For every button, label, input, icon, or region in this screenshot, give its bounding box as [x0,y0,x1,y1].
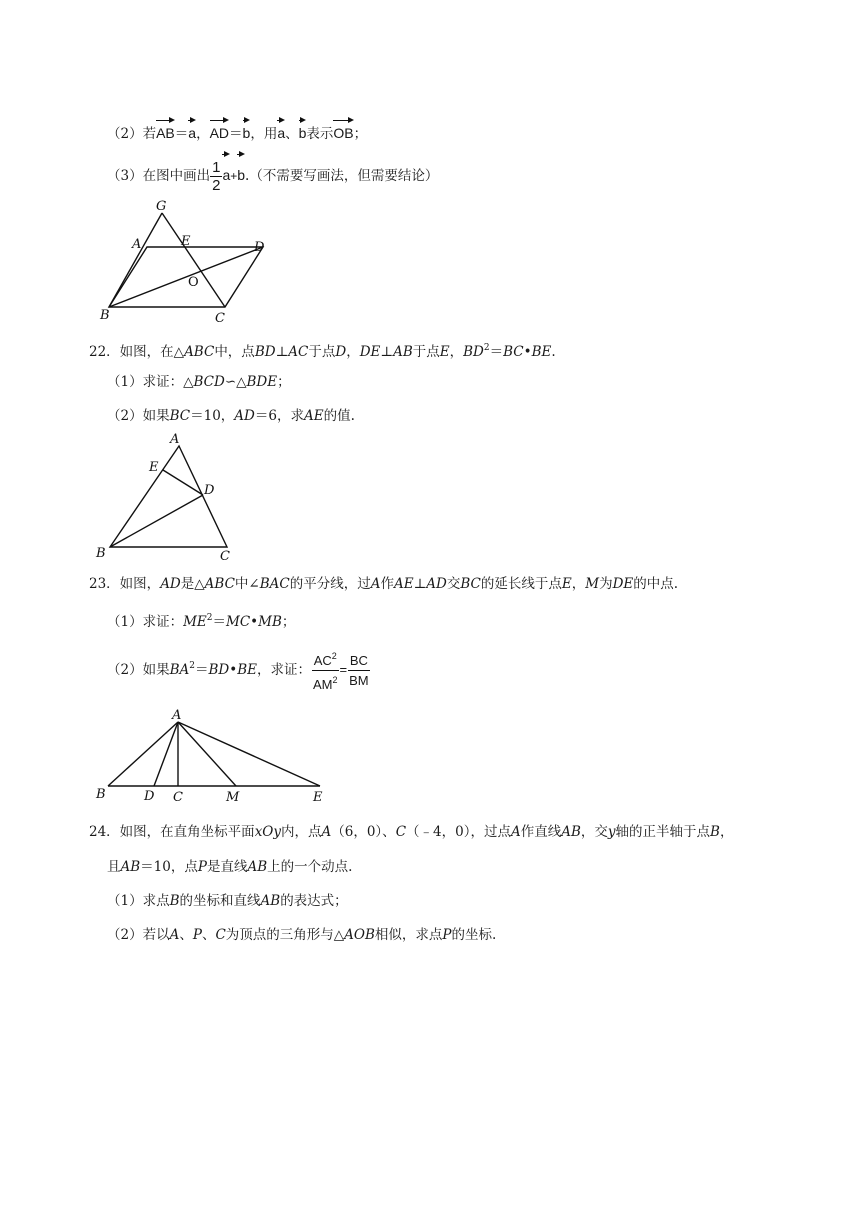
text: .（不需要写画法，但需要结论） [245,168,439,184]
math-var: BC [503,344,524,360]
text: • [250,614,259,630]
q22-stem [89,338,556,362]
text: ， [719,824,734,840]
vector-b: b [299,117,307,143]
text: ； [277,374,291,390]
text: 作直线 [520,824,562,840]
math-var: B [169,893,180,909]
q24-part1 [107,891,348,911]
text: 在图中画出 [142,168,211,184]
fraction-numerator: BC [348,651,370,671]
math-var: A [169,927,180,943]
math-var: P [192,927,202,943]
q21-part2 [107,117,367,144]
q22-part1 [107,372,291,392]
text: 上的一个动点. [267,859,353,875]
math-var: BD [254,344,276,360]
text: 是△ [180,576,205,592]
label-C: C [173,790,183,805]
label-E: E [149,460,159,475]
math-var: DE [359,344,381,360]
fraction-bc-over-bm [347,651,371,690]
vector-a: a [277,117,285,143]
math-var: MC [226,614,251,630]
text: 的平分线，过 [289,576,371,592]
q24-stem-line2 [107,857,352,877]
text: • [523,344,532,360]
text: 表示 [306,126,334,142]
superscript: 2 [332,675,338,685]
text: ， [196,126,210,142]
math-var: BD [208,662,230,678]
label-D: D [204,483,215,498]
text: ∽△ [224,374,247,390]
superscript: 2 [483,343,490,353]
label-M: M [226,790,240,805]
vector-b: b [237,151,245,193]
text: 、 [201,927,216,943]
text: 的延长线于点 [480,576,562,592]
superscript: 2 [206,613,213,623]
fraction-denominator: 2 [212,177,221,194]
text: 相似，求点 [374,927,443,943]
vector-OB: OB [333,117,353,143]
text: （6，0）、 [331,824,396,840]
math-var: AB [260,893,281,909]
text: 23．如图， [89,576,161,592]
text: 求点 [142,893,170,909]
part-number: （3） [107,168,143,184]
q24-stem-line1 [89,822,733,842]
segment-GC [162,213,225,307]
text: 于点 [412,344,440,360]
label-E: E [313,790,323,805]
math-var: BAC [259,576,290,592]
math-var: BC [460,576,481,592]
math-var: BCD [193,374,225,390]
segment-AB [108,722,178,786]
math-var: AM [313,677,333,692]
math-var: D [335,344,347,360]
math-var: BD [463,344,484,360]
q24-part2 [107,925,496,945]
segment-GB [109,213,162,307]
math-var: M [585,576,600,592]
math-var: ME [183,614,207,630]
part-number: （1） [107,614,143,630]
text: ， [449,344,464,360]
text: ， [571,576,586,592]
text: 求证：△ [142,374,194,390]
text: 轴的正半轴于点 [615,824,711,840]
math-var: C [215,927,226,943]
text: 交 [446,576,461,592]
vector-b: b [243,117,251,143]
math-var: BDE [246,374,278,390]
math-var: A [370,576,381,592]
label-A: A [132,237,142,252]
segment-BD [110,495,203,547]
math-var: AB [120,859,141,875]
part-number: （2） [107,927,143,943]
part-number: （2） [107,662,143,678]
superscript: 2 [331,651,337,661]
text: ，用 [250,126,278,142]
text: ； [281,614,296,630]
text: ＝ [229,126,243,142]
math-var: AC [313,653,332,668]
text: 、 [179,927,193,943]
math-var: BE [237,662,257,678]
text: 的中点. [633,576,679,592]
text: 24．如图，在直角坐标平面 [89,824,255,840]
math-var: y [607,824,616,840]
math-var: DE [612,576,634,592]
math-var: C [395,824,407,840]
q22-figure [92,428,242,563]
math-var: P [197,859,207,875]
equals-sign: = [339,662,348,677]
text: 是直线 [206,859,248,875]
label-B: B [96,546,106,561]
text: 的坐标和直线 [179,893,261,909]
label-C: C [215,311,225,326]
text: ； [353,126,368,142]
vector-AB: AB [156,117,175,143]
text: （﹣4，0），过点 [406,824,511,840]
text: ， [346,344,360,360]
math-var: AD [160,576,181,592]
label-O: O [188,275,199,290]
text: ，交 [580,824,608,840]
text: ⊥ [380,344,394,360]
fraction-one-half [210,159,222,194]
math-var: MB [258,614,282,630]
text: ＝ [195,662,209,678]
label-G: G [156,199,167,214]
math-var: xOy [254,824,281,840]
fraction-ac2-over-am2 [311,647,340,694]
text: ⊥ [413,576,427,592]
text: ，求证： [257,662,311,678]
segment-AD [154,722,178,786]
math-var: AB [561,824,581,840]
vector-a: a [188,117,196,143]
fraction-numerator [312,647,339,671]
text: ＝6，求 [254,408,304,424]
text: 的值. [323,408,355,424]
text: 如果 [142,662,170,678]
segment-AM [178,722,236,786]
text: 若以 [142,927,170,943]
text: 22．如图，在△ [89,344,185,360]
text: 求证： [142,614,184,630]
q21-figure [95,195,275,330]
q21-part3 [107,151,438,194]
math-var: E [561,576,572,592]
part-number: （1） [107,893,143,909]
label-C: C [220,549,230,563]
math-var: ABC [204,576,235,592]
vector-AD: AD [210,117,229,143]
math-var: AE [303,408,324,424]
text: 于点 [308,344,336,360]
text: ＝ [489,344,504,360]
text: 作 [380,576,394,592]
text: 的坐标. [451,927,497,943]
text: 内，点 [281,824,322,840]
text: ＝ [212,614,227,630]
math-var: AB [247,859,268,875]
text: 且 [107,859,121,875]
math-var: BE [531,344,552,360]
diagonal-BD [109,247,263,307]
q22-part2 [107,406,355,426]
text: 为顶点的三角形与△ [225,927,345,943]
vector-a: a [222,151,230,193]
math-var: BA [169,662,190,678]
text: 若 [142,126,157,142]
math-var: AD [234,408,255,424]
label-A: A [172,708,182,723]
text: . [551,344,556,360]
plus-sign: + [230,169,238,183]
text: ＝10， [190,408,235,424]
text: 中∠ [234,576,260,592]
math-var: B [710,824,720,840]
math-var: AC [288,344,309,360]
text: • [229,662,238,678]
label-B: B [100,308,110,323]
text: 的表达式； [280,893,348,909]
math-var: A [510,824,521,840]
fraction-numerator: 1 [212,159,221,176]
segment-AE [178,722,320,786]
label-E: E [181,234,191,249]
label-A: A [170,432,180,447]
fraction-denominator: BM [349,673,369,688]
part-number: （1） [107,374,143,390]
fraction-denominator [311,671,340,694]
math-var: ABC [184,344,215,360]
superscript: 2 [189,661,195,671]
text: ＝10，点 [140,859,198,875]
math-var: AOB [344,927,375,943]
math-var: E [439,344,450,360]
math-var: AE [393,576,414,592]
q23-part1 [107,608,295,632]
part-number: （2） [107,408,143,424]
math-var: AD [426,576,447,592]
text: 如果 [142,408,170,424]
math-var: AB [393,344,413,360]
label-D: D [254,240,265,255]
label-D: D [144,789,155,804]
text: 为 [599,576,613,592]
text: ⊥ [275,344,289,360]
math-var: P [442,927,452,943]
text: 中，点 [214,344,255,360]
q23-stem [89,574,678,594]
q23-part2 [107,645,371,694]
text: 、 [285,126,299,142]
q23-figure [90,702,340,807]
label-B: B [96,787,106,802]
part-number: （2） [107,126,143,142]
math-var: BC [169,408,191,424]
math-var: A [321,824,332,840]
text: ＝ [174,126,189,142]
